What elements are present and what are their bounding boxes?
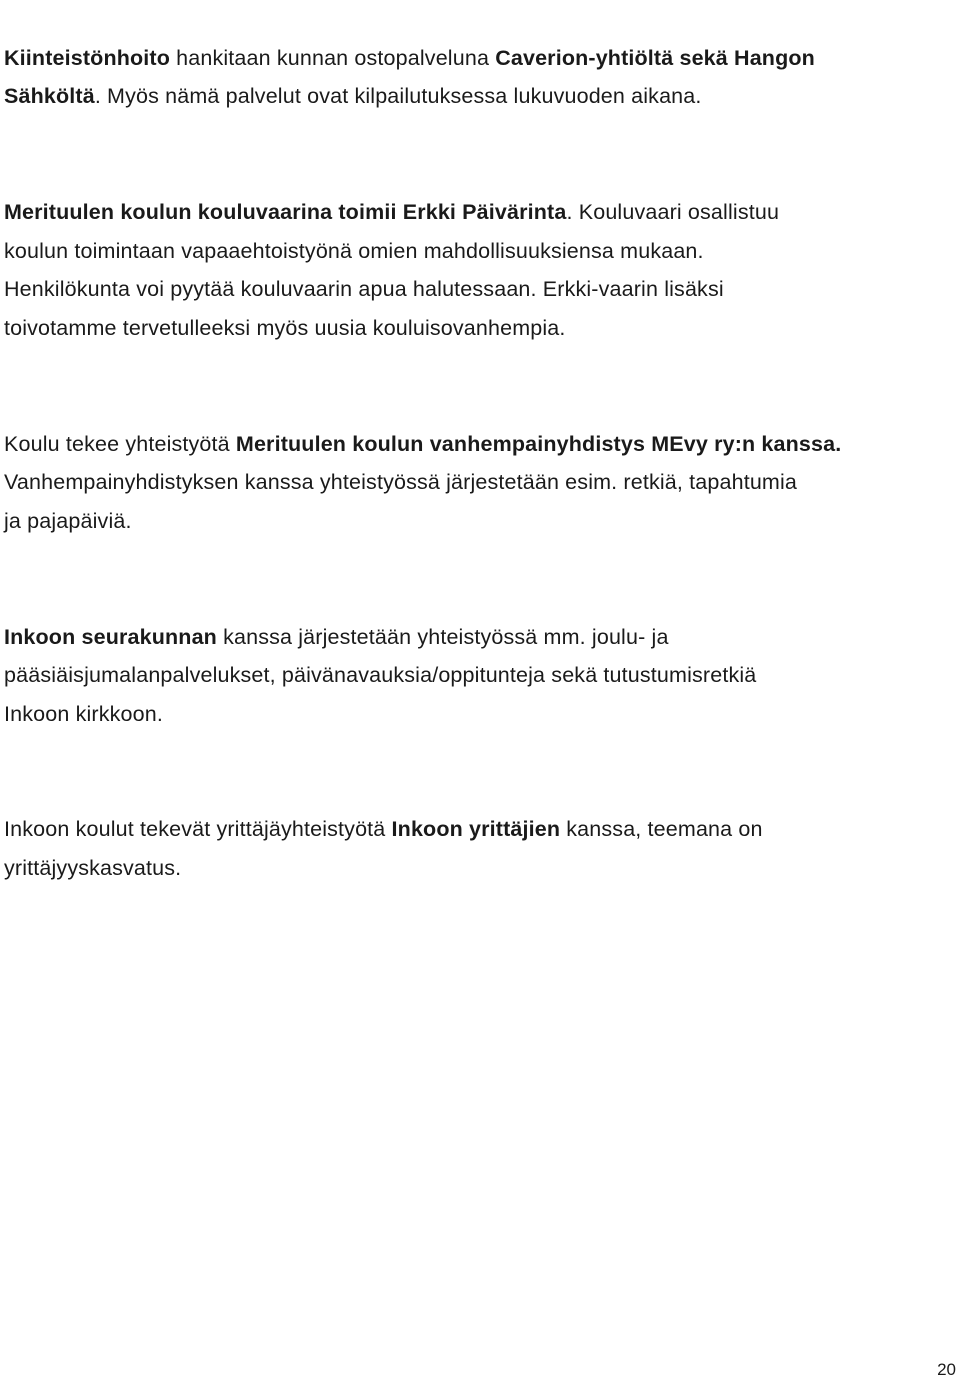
body-text: hankitaan kunnan ostopalveluna [170, 45, 496, 70]
body-text: Koulu tekee yhteistyötä [4, 431, 236, 456]
bold-text: Inkoon seurakunnan [4, 624, 217, 649]
body-text: . Myös nämä palvelut ovat kilpailutuksessa lukuvuoden aikana. [94, 84, 702, 109]
bold-text: Merituulen koulun kouluvaarina toimii Erkki Päivärinta [4, 199, 567, 224]
paragraph-parish [4, 579, 954, 733]
page-number: 20 [937, 1360, 956, 1379]
body-text: kanssa järjestetään yhteistyössä mm. joulu- ja pääsiäisjumalanpalvelukset, päivänavauksia/oppitunteja sekä tutustumisretkiä Inkoon kirkkoon. [4, 624, 757, 726]
bold-text: Inkoon yrittäjien [391, 817, 561, 842]
bold-text: Kiinteistönhoito [4, 45, 171, 70]
paragraph-parents-association [4, 386, 954, 540]
document-body [4, 0, 954, 926]
paragraph-entrepreneurs [4, 772, 954, 888]
body-text: Inkoon koulut tekevät yrittäjäyhteistyötä [4, 817, 392, 842]
bold-text: Caverion-yhtiöltä sekä Hangon Sähköltä [4, 45, 815, 109]
body-text: kanssa, teemana on yrittäjyyskasvatus. [4, 817, 763, 881]
paragraph-school-grandfather [4, 154, 954, 347]
bold-text: Merituulen koulun vanhempainyhdistys MEvy ry:n kanssa. [235, 431, 842, 456]
body-text: . Kouluvaari osallistuu koulun toimintaan vapaaehtoistyönä omien mahdollisuuksiensa mukaan. Henkilökunta voi pyytää kouluvaarin apua halutessaan. Erkki-vaarin lisäksi toivotamme tervetulleeksi myös uusia kouluisovanhempia. [4, 199, 780, 340]
paragraph-property-maintenance [4, 0, 954, 116]
body-text: Vanhempainyhdistyksen kanssa yhteistyössä järjestetään esim. retkiä, tapahtumia ja pajapäiviä. [4, 470, 798, 533]
